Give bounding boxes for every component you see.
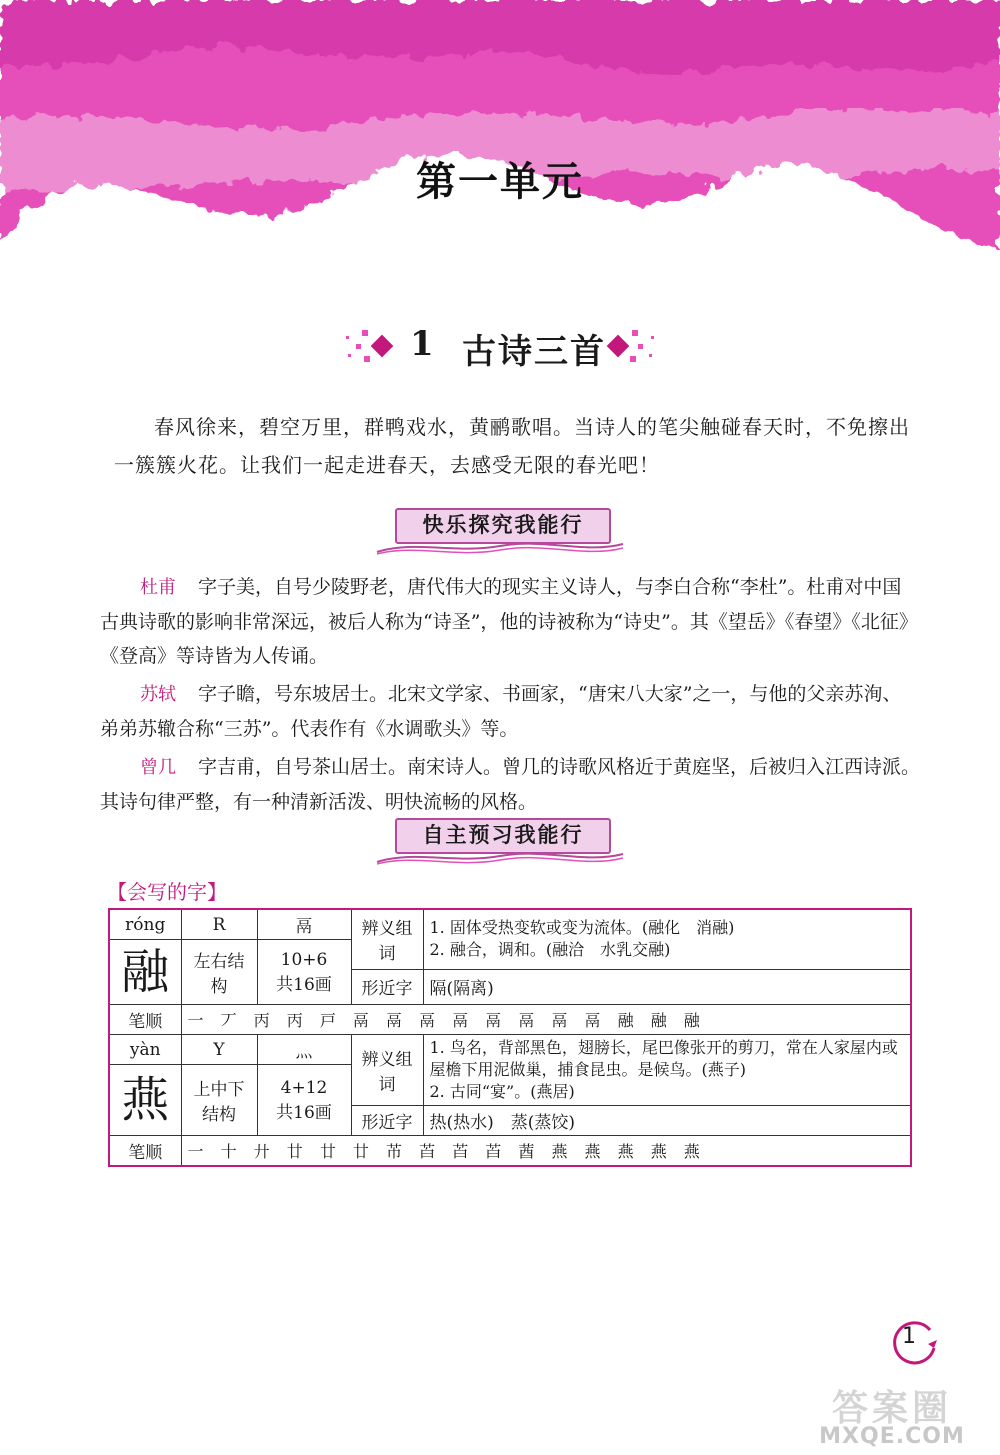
table-row xyxy=(109,1005,911,1035)
meaning-line: 2. 古同“宴”。(燕居) xyxy=(429,1082,575,1101)
pinyin-cell: yàn xyxy=(109,1035,181,1065)
stroke-total: 共16画 xyxy=(276,974,332,995)
author-name: 曾几 xyxy=(140,757,176,778)
page-number xyxy=(890,1318,940,1368)
lesson-title xyxy=(0,320,1000,380)
author-bio: 字吉甫，自号茶山居士。南宋诗人。曾几的诗歌风格近于黄庭坚，后被归入江西诗派。其诗句律严整，有一种清新活泼、明快流畅的风格。 xyxy=(100,756,921,813)
similar-label: 形近字 xyxy=(351,969,423,1004)
site-watermark xyxy=(792,1380,992,1450)
section-header-preview xyxy=(375,818,625,870)
similar-label: 形近字 xyxy=(351,1106,423,1136)
watermark-text: MXQE.COM xyxy=(819,1424,965,1449)
character-cell: 燕 xyxy=(109,1065,181,1136)
pink-diamond-ornament-icon xyxy=(600,324,660,368)
page-number-text: 1 xyxy=(902,1324,916,1349)
chars-section-label: 【会写的字】 xyxy=(107,880,227,904)
similar-cell: 热(热水) 蒸(蒸饺) xyxy=(423,1106,911,1136)
meaning-cell xyxy=(423,909,911,969)
author-bio: 字子瞻，号东坡居士。北宋文学家、书画家，“唐宋八大家”之一，与他的父亲苏洵、弟弟苏辙合称“三苏”。代表作有《水调歌头》等。 xyxy=(100,683,902,740)
stroke-count-cell xyxy=(257,1065,351,1136)
stroke-total: 共16画 xyxy=(276,1102,332,1123)
pinyin-cell: róng xyxy=(109,909,181,940)
table-row xyxy=(109,1136,911,1167)
character-table xyxy=(108,908,912,1167)
similar-cell: 隔(隔离) xyxy=(423,969,911,1004)
pink-diamond-ornament-icon xyxy=(340,324,400,368)
meaning-cell xyxy=(423,1035,911,1106)
lesson-name: 古诗三首 xyxy=(462,332,606,372)
lesson-number: 1 xyxy=(410,324,434,364)
ribbon-flourish-icon xyxy=(375,534,625,558)
stroke-order-cell: 一 十 廾 廿 廿 廿 芇 苩 苩 苩 莤 燕 燕 燕 燕 燕 xyxy=(181,1136,911,1167)
initial-cell: Y xyxy=(181,1035,257,1065)
stroke-calc: 10+6 xyxy=(280,949,328,970)
meaning-label: 辨义组词 xyxy=(351,1035,423,1106)
watermark-logo: 答案圈 xyxy=(831,1388,952,1429)
unit-title: 第一单元 xyxy=(416,158,584,205)
radical-cell: 鬲 xyxy=(257,909,351,940)
author-bio: 字子美，自号少陵野老，唐代伟大的现实主义诗人，与李白合称“李杜”。杜甫对中国古典诗歌的影响非常深远，被后人称为“诗圣”，他的诗被称为“诗史”。其《望岳》《春望》《北征》《登高》等诗皆为人传诵。 xyxy=(100,576,918,667)
radical-cell: 灬 xyxy=(257,1035,351,1065)
strokes-label: 笔顺 xyxy=(109,1136,181,1167)
table-row xyxy=(109,1035,911,1065)
author-name: 杜甫 xyxy=(140,577,176,598)
lesson-intro: 春风徐来，碧空万里，群鸭戏水，黄鹂歌唱。当诗人的笔尖触碰春天时，不免擦出一簇簇火花。让我们一起走进春天，去感受无限的春光吧！ xyxy=(114,415,910,477)
author-entry xyxy=(100,750,920,819)
ribbon-flourish-icon xyxy=(375,844,625,868)
section-header-explore xyxy=(375,508,625,560)
meaning-label: 辨义组词 xyxy=(351,909,423,969)
section-label: 自主预习我能行 xyxy=(422,823,584,847)
character-cell: 融 xyxy=(109,940,181,1005)
author-entry xyxy=(100,677,920,746)
author-notes xyxy=(100,570,920,823)
structure-cell: 左右结构 xyxy=(181,940,257,1005)
meaning-line: 1. 鸟名，背部黑色，翅膀长，尾巴像张开的剪刀，常在人家屋内或屋檐下用泥做巢，捕食昆虫。是候鸟。(燕子) xyxy=(429,1038,898,1079)
stroke-count-cell xyxy=(257,940,351,1005)
table-row xyxy=(109,909,911,940)
section-label: 快乐探究我能行 xyxy=(422,513,584,537)
author-entry xyxy=(100,570,920,673)
structure-cell: 上中下结构 xyxy=(181,1065,257,1136)
author-name: 苏轼 xyxy=(140,684,176,705)
meaning-line: 2. 融合，调和。(融洽 水乳交融) xyxy=(429,940,671,960)
meaning-line: 1. 固体受热变软或变为流体。(融化 消融) xyxy=(429,918,735,938)
stroke-order-cell: 一 丆 丙 丙 戸 鬲 鬲 鬲 鬲 鬲 鬲 鬲 鬲 融 融 融 xyxy=(181,1005,911,1035)
initial-cell: R xyxy=(181,909,257,940)
stroke-calc: 4+12 xyxy=(280,1077,328,1098)
strokes-label: 笔顺 xyxy=(109,1005,181,1035)
